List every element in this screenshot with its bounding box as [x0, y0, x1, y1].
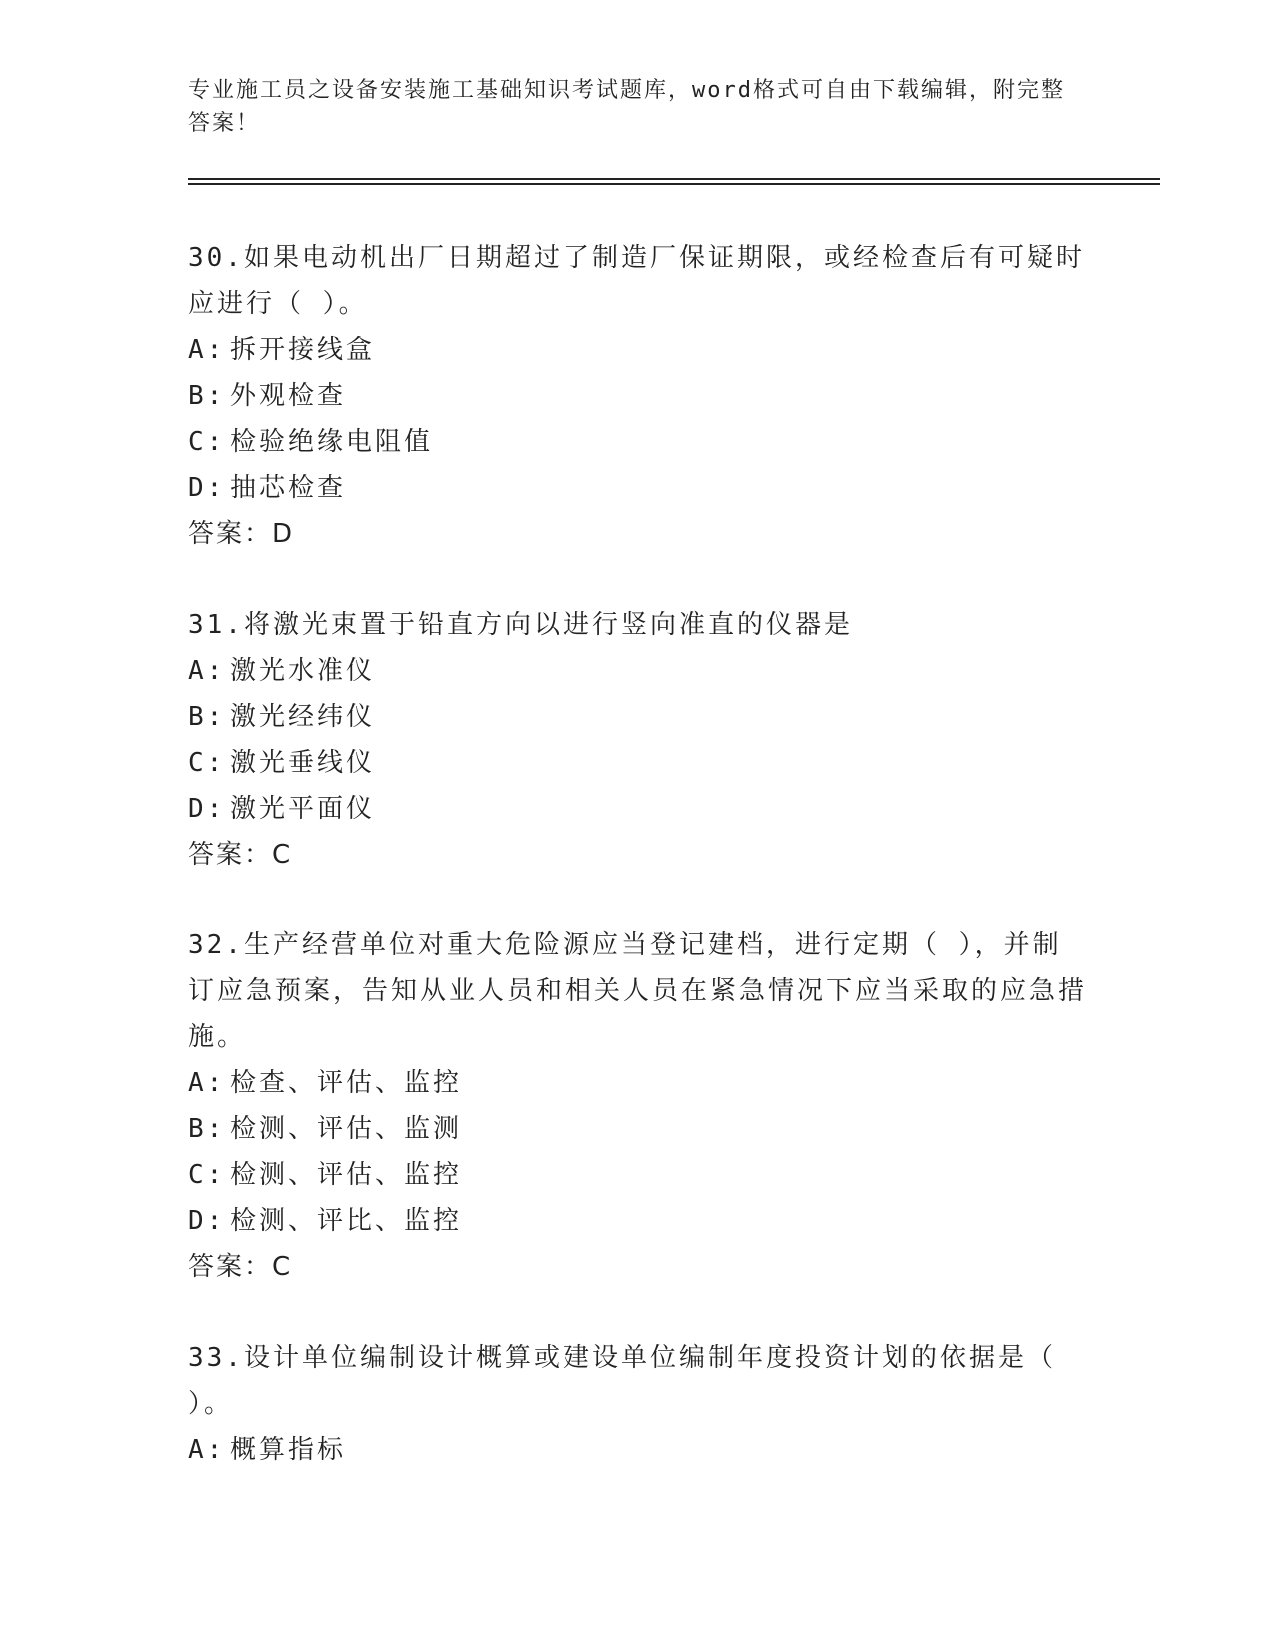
- question-30: [188, 235, 1088, 557]
- question-31: [188, 602, 1088, 878]
- document-header: 专业施工员之设备安装施工基础知识考试题库，word格式可自由下载编辑，附完整答案！: [188, 78, 1065, 136]
- option-b: [188, 1106, 1088, 1152]
- answer: 答案：C: [188, 840, 293, 870]
- option-d: [188, 465, 1088, 511]
- option-a: [188, 1427, 1088, 1473]
- answer: 答案：C: [188, 1252, 293, 1282]
- header-divider-bottom: [188, 183, 1160, 185]
- option-d: [188, 786, 1088, 832]
- question-32: [188, 922, 1088, 1290]
- option-label: C:: [188, 1160, 226, 1190]
- option-text: 激光垂线仪: [230, 748, 376, 778]
- answer: 答案：D: [188, 519, 295, 549]
- option-label: D:: [188, 1206, 226, 1236]
- option-c: [188, 740, 1088, 786]
- question-stem: 32.生产经营单位对重大危险源应当登记建档，进行定期（ ），并制订应急预案，告知从业人员和相关人员在紧急情况下应当采取的应急措施。: [188, 930, 1088, 1052]
- option-a: [188, 327, 1088, 373]
- option-text: 检测、评估、监控: [230, 1160, 463, 1190]
- question-stem: 30.如果电动机出厂日期超过了制造厂保证期限，或经检查后有可疑时应进行（ ）。: [188, 243, 1085, 319]
- option-text: 检验绝缘电阻值: [230, 427, 434, 457]
- option-a: [188, 1060, 1088, 1106]
- option-label: D:: [188, 473, 226, 503]
- option-text: 激光水准仪: [230, 656, 376, 686]
- option-label: A:: [188, 656, 226, 686]
- option-text: 概算指标: [230, 1435, 347, 1465]
- header-divider-top: [188, 178, 1160, 180]
- option-label: D:: [188, 794, 226, 824]
- option-text: 拆开接线盒: [230, 335, 376, 365]
- option-label: A:: [188, 1068, 226, 1098]
- option-a: [188, 648, 1088, 694]
- option-c: [188, 1152, 1088, 1198]
- option-d: [188, 1198, 1088, 1244]
- option-b: [188, 373, 1088, 419]
- question-33: [188, 1335, 1088, 1473]
- option-text: 激光平面仪: [230, 794, 376, 824]
- option-text: 检测、评比、监控: [230, 1206, 463, 1236]
- option-b: [188, 694, 1088, 740]
- option-text: 外观检查: [230, 381, 347, 411]
- option-text: 检查、评估、监控: [230, 1068, 463, 1098]
- option-text: 抽芯检查: [230, 473, 347, 503]
- option-label: B:: [188, 1114, 226, 1144]
- option-label: B:: [188, 702, 226, 732]
- option-c: [188, 419, 1088, 465]
- option-label: B:: [188, 381, 226, 411]
- question-stem: 33.设计单位编制设计概算或建设单位编制年度投资计划的依据是（ ）。: [188, 1343, 1056, 1419]
- option-label: A:: [188, 335, 226, 365]
- option-label: C:: [188, 427, 226, 457]
- option-text: 激光经纬仪: [230, 702, 376, 732]
- option-text: 检测、评估、监测: [230, 1114, 463, 1144]
- option-label: A:: [188, 1435, 226, 1465]
- option-label: C:: [188, 748, 226, 778]
- question-stem: 31.将激光束置于铅直方向以进行竖向准直的仪器是: [188, 610, 853, 640]
